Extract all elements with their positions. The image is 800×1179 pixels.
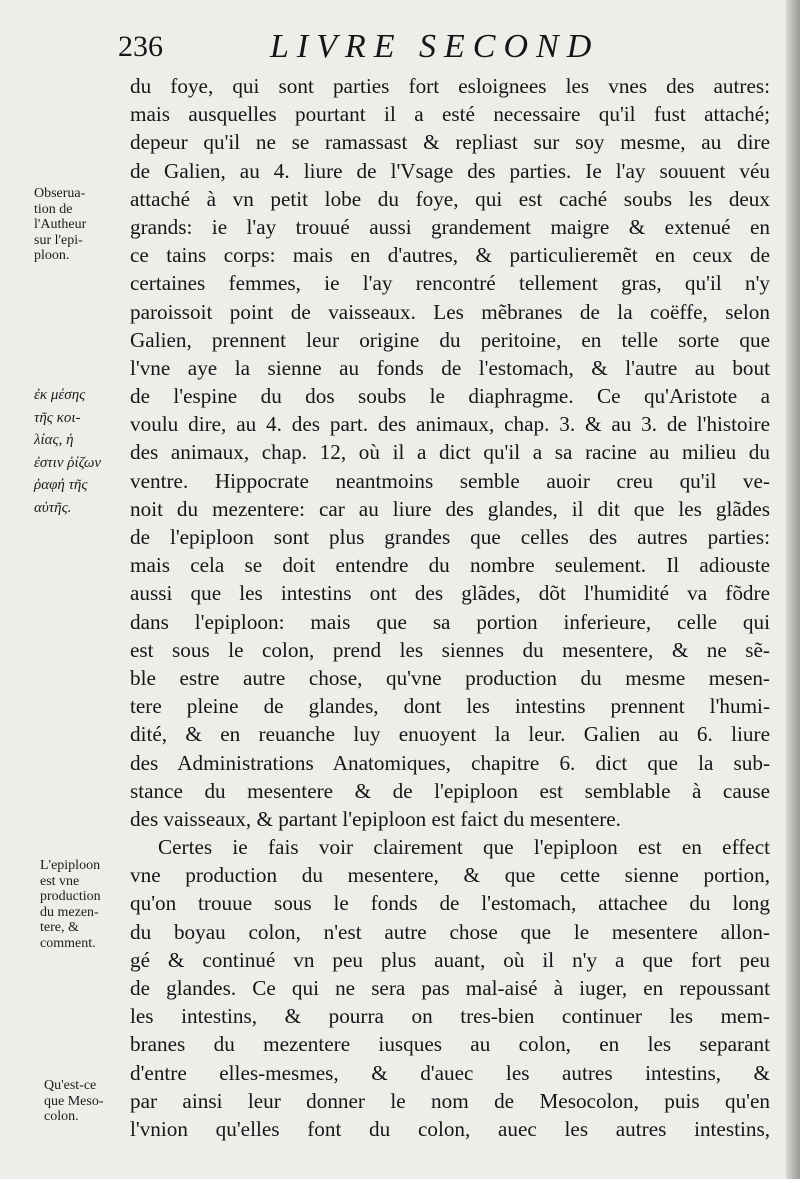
margin-note-line: Obserua- [34,186,86,201]
margin-note-line: Qu'est-ce [44,1078,97,1093]
margin-note-line: du mezen- [40,904,99,920]
text-line: mais cela se doit entendre du nombre seulement. Il adiouste [130,553,770,578]
margin-note-line: est vne [40,873,80,889]
margin-note-line: que Meso- [44,1093,104,1109]
text-line: de glandes. Ce qui ne sera pas mal-aisé à iuger, en repoussant [130,976,770,1000]
margin-note-line: λίας, ἡ [34,432,74,448]
page-number: 236 [118,30,163,63]
page-edge-shadow [786,0,800,1179]
text-line: dité, & en reuanche luy enuoyent la leur. Galien au 6. liure [130,722,770,747]
text-line: ble estre autre chose, qu'vne production du mesme mesen- [130,665,770,690]
text-line: stance du mesentere & de l'epiploon est semblable à cause [130,778,770,803]
text-line: certaines femmes, ie l'ay rencontré tellement gras, qu'il n'y [130,271,770,296]
margin-note-line: comment. [40,935,96,951]
text-line-paragraph-start: Certes ie fais voir clairement que l'epiploon est en effect [158,835,770,860]
text-line: des vaisseaux, & partant l'epiploon est faict du mesentere. [130,806,621,831]
margin-note-line: τῆς κοι- [34,409,81,426]
margin-note-line: sur l'epi- [34,232,83,248]
margin-note-line: L'epiploon [40,858,101,873]
text-line: est sous le colon, prend les siennes du mesentere, & ne sẽ- [130,637,770,662]
text-line: paroissoit point de vaisseaux. Les mẽbranes de la coëffe, selon [130,299,770,324]
margin-note-observation [34,186,86,264]
margin-note-line: colon. [44,1109,79,1124]
text-line: ce tains corps: mais en d'autres, & particulieremẽt en ceux de [130,243,770,268]
text-line: grands: ie l'ay trouué aussi grandement maigre & extenué en [130,214,770,239]
text-line: du boyau colon, n'est autre chose que le mesentere allon- [130,919,770,944]
margin-note-line: ἐστιν ῥίζων [34,454,102,471]
text-line: par ainsi leur donner le nom de Mesocolon, puis qu'en [130,1088,770,1113]
text-line: dans l'epiploon: mais que sa portion inferieure, celle qui [130,609,770,634]
text-line: attaché à vn petit lobe du foye, qui est caché soubs les deux [130,186,770,211]
text-line: tere pleine de glandes, dont les intestins prennent l'humi- [130,694,770,719]
text-line: aussi que les intestins ont des glãdes, dõt l'humidité va fõdre [130,581,770,606]
margin-note-greek [34,384,101,519]
margin-note-line: αὐτῆς. [34,499,72,516]
text-line: mais ausquelles pourtant il a esté necessaire qu'il fust attaché; [130,102,770,127]
text-line: l'vnion qu'elles font du colon, auec les autres intestins, [130,1116,770,1141]
text-line: l'vne aye la sienne au fonds de l'estomach, & l'autre au bout [130,355,770,380]
text-line: du foye, qui sont parties fort esloignees les vnes des autres: [130,74,770,98]
text-line: d'entre elles-mesmes, & d'auec les autres intestins, & [130,1060,770,1085]
margin-note-mesocolon [44,1078,104,1125]
text-line: les intestins, & pourra on tres-bien continuer les mem- [130,1004,770,1029]
margin-note-line: ploon. [34,248,70,263]
text-line: voulu dire, au 4. des part. des animaux, chap. 3. & au 3. de l'histoire [130,412,770,437]
text-line: qu'on trouue sous le fonds de l'estomach, attachee du long [130,891,770,916]
text-line: de Galien, au 4. liure de l'Vsage des parties. Ie l'ay souuent véu [130,158,770,183]
text-line: Galien, prennent leur origine du peritoine, en telle sorte que [130,327,770,352]
main-text-block [130,72,770,1143]
text-line: vne production du mesentere, & que cette sienne portion, [130,863,770,888]
text-line: depeur qu'il ne se ramassast & repliast sur soy mesme, au dire [130,130,770,155]
text-line: branes du mezentere iusques au colon, en les separant [130,1032,770,1057]
text-line: des Administrations Anatomiques, chapitre 6. dict que la sub- [130,750,770,775]
text-line: de l'espine du dos soubs le diaphragme. Ce qu'Aristote a [130,384,770,409]
page-header [110,24,790,74]
margin-note-epiploon [40,858,101,951]
margin-note-line: ἐκ μέσης [34,387,86,403]
text-line: de l'epiploon sont plus grandes que celles des autres parties: [130,525,770,549]
text-line: noit du mezentere: car au liure des glandes, il dit que les glãdes [130,496,770,521]
margin-note-line: production [40,889,101,904]
margin-note-line: ῥαφή τῆς [34,477,88,493]
margin-note-line: l'Autheur [34,217,87,232]
running-title: LIVRE SECOND [270,28,600,65]
margin-note-line: tion de [34,201,73,217]
margin-note-line: tere, & [40,920,79,935]
text-line: ventre. Hippocrate neantmoins semble auoir creu qu'il ve- [130,468,770,493]
text-line: gé & continué vn peu plus auant, où il n'y a que fort peu [130,947,770,972]
text-line: des animaux, chap. 12, où il a dict qu'il a sa racine au milieu du [130,440,770,465]
